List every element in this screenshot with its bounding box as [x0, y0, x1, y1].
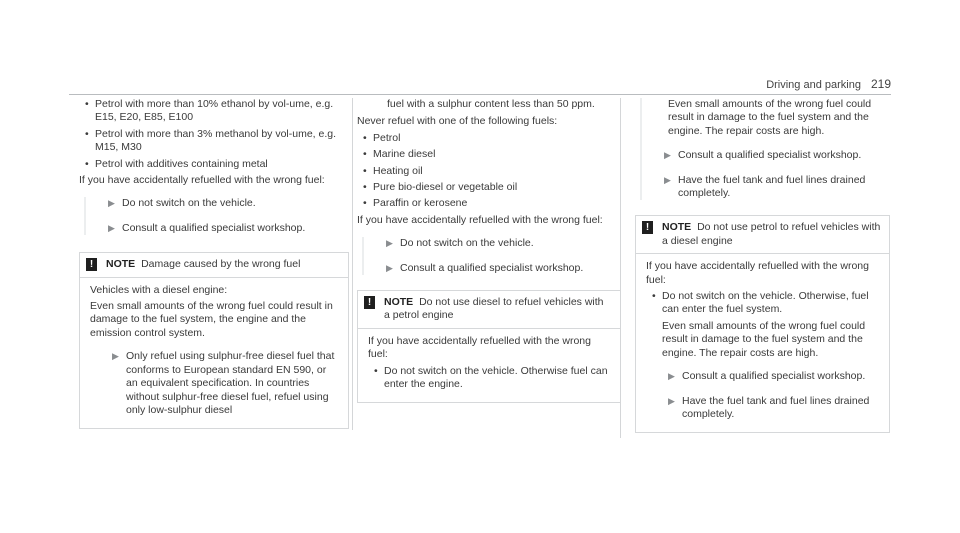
paragraph: Even small amounts of the wrong fuel could result in damage to the fuel system, the engine and the emission control system.: [90, 300, 333, 339]
arrow-icon: ▶: [664, 150, 671, 161]
note-body: [358, 329, 620, 402]
step-item: [86, 222, 349, 235]
list-item: • Marine diesel: [357, 148, 621, 161]
paragraph: Never refuel with one of the following fuels:: [357, 115, 558, 128]
step-text: Consult a qualified specialist workshop.: [682, 370, 866, 383]
column-2: [357, 98, 621, 403]
paragraph: If you have accidentally refuelled with the wrong fuel:: [79, 174, 325, 187]
list-item-continuation: Even small amounts of the wrong fuel could result in damage to the fuel system and the engine. The repair costs are high.: [662, 319, 866, 359]
step-item: [90, 350, 338, 417]
page-number: 219: [870, 77, 891, 91]
note-box: [79, 252, 349, 429]
list-item: • Do not switch on the vehicle. Otherwise, fuel can enter the fuel system.: [646, 290, 879, 317]
paragraph: If you have accidentally refuelled with the wrong fuel:: [357, 213, 603, 226]
step-item: [642, 149, 890, 162]
step-text: Do not switch on the vehicle.: [122, 197, 256, 210]
note-header: [80, 253, 348, 277]
step-text: Even small amounts of the wrong fuel could result in damage to the fuel system and the engine. The repair costs are high.: [668, 98, 872, 137]
note-header: [636, 216, 889, 254]
list-item: • Pure bio-diesel or vegetable oil: [357, 181, 621, 194]
column-divider: [352, 98, 353, 430]
arrow-icon: ▶: [668, 395, 675, 406]
step-item: [642, 174, 890, 201]
step-text: Consult a qualified specialist workshop.: [678, 149, 862, 162]
note-box: [635, 215, 890, 433]
note-keyword: NOTE: [662, 221, 692, 234]
step-continuation: [642, 98, 890, 138]
warning-icon: !: [642, 221, 653, 234]
column-1: [79, 98, 349, 429]
step-text: fuel with a sulphur content less than 50 ppm.: [387, 98, 595, 110]
paragraph: If you have accidentally refuelled with the wrong fuel:: [646, 260, 869, 286]
step-text: Consult a qualified specialist workshop.: [122, 221, 306, 234]
note-keyword: NOTE: [106, 258, 136, 271]
step-text: Consult a qualified specialist workshop.: [400, 261, 584, 274]
warning-icon: !: [86, 258, 97, 271]
note-keyword: NOTE: [384, 296, 414, 309]
note-body: [636, 254, 889, 432]
arrow-icon: ▶: [668, 371, 675, 382]
list-item: • Petrol: [357, 132, 621, 145]
list-item: • Petrol with more than 3% methanol by vol-ume, e.g. M15, M30: [79, 128, 349, 155]
note-box: [357, 290, 621, 402]
step-continuation: [357, 98, 621, 111]
arrow-icon: ▶: [112, 351, 119, 362]
step-list: [84, 197, 349, 235]
paragraph: If you have accidentally refuelled with the wrong fuel:: [368, 334, 591, 361]
step-item: [646, 395, 879, 422]
step-item: [86, 197, 349, 210]
column-3: [635, 98, 890, 433]
list-item: • Paraffin or kerosene: [357, 197, 621, 210]
arrow-icon: ▶: [108, 198, 115, 209]
page-header: [69, 75, 891, 95]
list-item: • Petrol with more than 10% ethanol by vol-ume, e.g. E15, E20, E85, E100: [79, 98, 349, 125]
section-title: Driving and parking: [766, 79, 861, 91]
step-item: [646, 370, 879, 383]
list-item: • Heating oil: [357, 165, 621, 178]
step-item: [364, 237, 621, 250]
step-list: [640, 98, 890, 200]
column-divider: [620, 98, 621, 438]
step-list: [362, 237, 621, 275]
step-text: Have the fuel tank and fuel lines drained completely.: [682, 394, 870, 420]
list-item: • Petrol with additives containing metal: [79, 158, 349, 171]
step-item: [364, 262, 621, 275]
running-header: [766, 77, 891, 91]
note-title: Do not use petrol to refuel vehicles with a diesel engine: [662, 221, 881, 247]
step-text: Only refuel using sulphur-free diesel fuel that conforms to European standard EN 590, or an equivalent specification. In countries without sulphur-free diesel fuel, refuel using only low-sulphur diesel: [126, 350, 335, 416]
note-body: [80, 278, 348, 429]
note-title: Do not use diesel to refuel vehicles with a petrol engine: [384, 296, 604, 322]
note-header: [358, 291, 620, 329]
step-text: Have the fuel tank and fuel lines drained completely.: [678, 173, 866, 200]
arrow-icon: ▶: [386, 262, 393, 273]
paragraph: Vehicles with a diesel engine:: [90, 283, 228, 296]
arrow-icon: ▶: [664, 174, 671, 185]
arrow-icon: ▶: [108, 222, 115, 233]
warning-icon: !: [364, 296, 375, 309]
arrow-icon: ▶: [386, 238, 393, 249]
step-text: Do not switch on the vehicle.: [400, 237, 534, 250]
list-item: • Do not switch on the vehicle. Otherwise fuel can enter the engine.: [368, 365, 610, 392]
note-title: Damage caused by the wrong fuel: [141, 258, 301, 271]
